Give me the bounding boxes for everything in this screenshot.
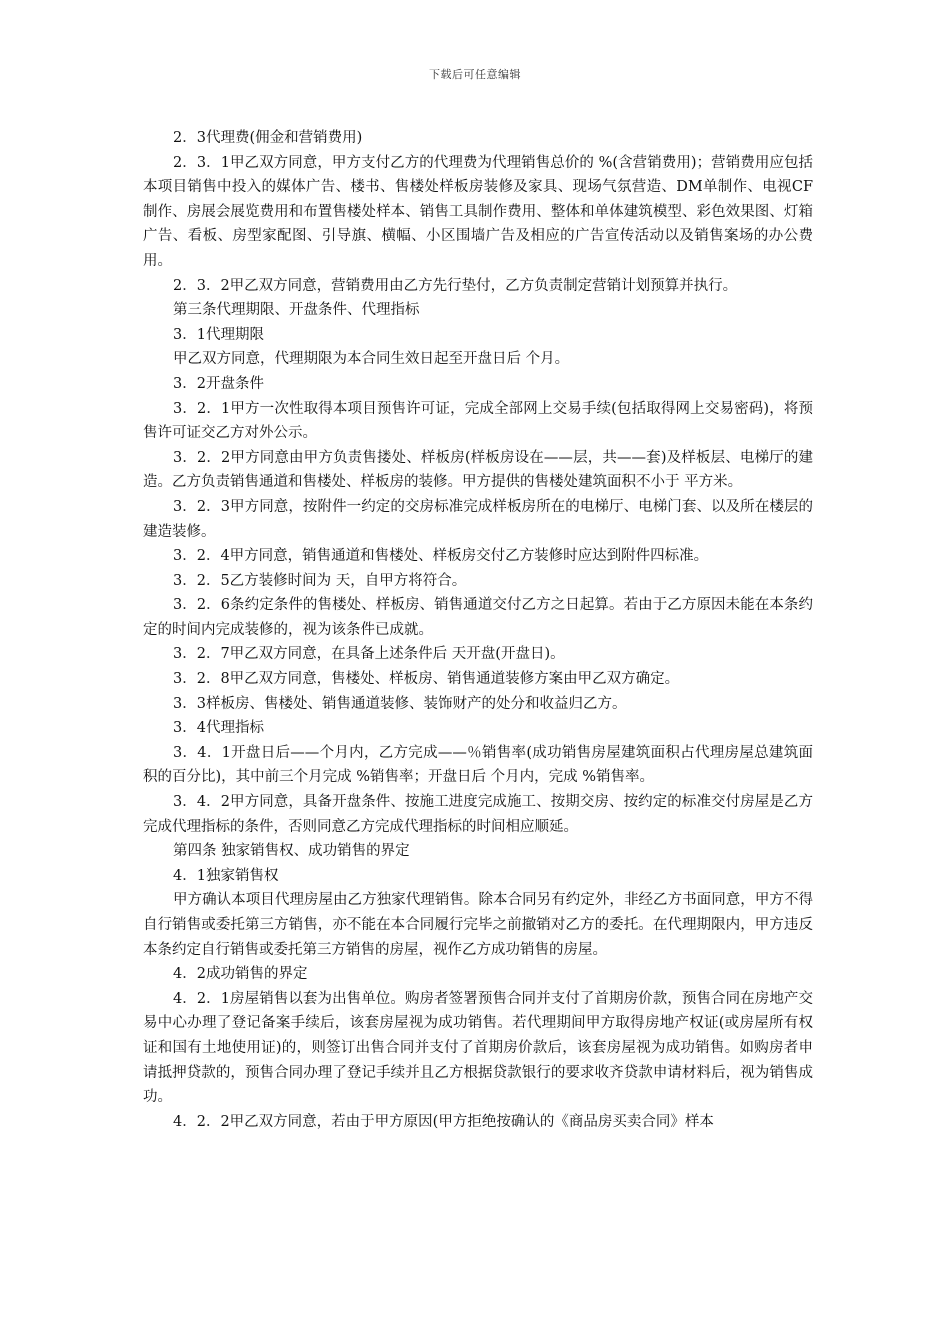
subsection-heading: 3．4代理指标 — [173, 720, 264, 737]
document-body — [143, 126, 813, 1134]
paragraph: 3．2．2甲方同意由甲方负责售搂处、样板房(样板房设在——层，共——套)及样板层、电梯厅的建造。乙方负责销售通道和售楼处、样板房的装修。甲方提供的售楼处建筑面积不小于 平方米。 — [143, 449, 813, 491]
section-heading: 第四条 独家销售权、成功销售的界定 — [173, 843, 410, 860]
subsection-heading: 3．2开盘条件 — [173, 375, 264, 392]
subsection-heading: 4．2成功销售的界定 — [173, 966, 308, 983]
paragraph: 3．2．6条约定条件的售楼处、样板房、销售通道交付乙方之日起算。若由于乙方原因未能在本条约定的时间内完成装修的，视为该条件已成就。 — [143, 597, 813, 638]
paragraph: 3．2．1甲方一次性取得本项目预售许可证，完成全部网上交易手续(包括取得网上交易密码)，将预售许可证交乙方对外公示。 — [143, 400, 813, 442]
paragraph: 3．2．4甲方同意，销售通道和售楼处、样板房交付乙方装修时应达到附件四标准。 — [173, 548, 709, 565]
paragraph: 甲方确认本项目代理房屋由乙方独家代理销售。除本合同另有约定外，非经乙方书面同意，甲方不得自行销售或委托第三方销售，亦不能在本合同履行完毕之前撤销对乙方的委托。在代理期限内，甲方违反本条约定自行销售或委托第三方销售的房屋，视作乙方成功销售的房屋。 — [143, 892, 813, 958]
paragraph: 3．4．1开盘日后——个月内，乙方完成——％销售率(成功销售房屋建筑面积占代理房屋总建筑面积的百分比)，其中前三个月完成 %销售率；开盘日后 个月内，完成 %销售率。 — [143, 744, 813, 786]
section-heading: 第三条代理期限、开盘条件、代理指标 — [173, 302, 420, 319]
paragraph: 3．3样板房、售楼处、销售通道装修、装饰财产的处分和收益归乙方。 — [173, 695, 627, 712]
paragraph: 3．2．7甲乙双方同意，在具备上述条件后 天开盘(开盘日)。 — [173, 646, 565, 663]
paragraph: 4．2．1房屋销售以套为出售单位。购房者签署预售合同并支付了首期房价款，预售合同在房地产交易中心办理了登记备案手续后，该套房屋视为成功销售。若代理期间甲方取得房地产权证(或房屋所有权证和国有土地使用证)的，则签订出售合同并支付了首期房价款后，该套房屋视为成功销售。如购房者申请抵押贷款的，预售合同办理了登记手续并且乙方根据贷款银行的要求收齐贷款申请材料后，视为销售成功。 — [143, 990, 813, 1106]
paragraph: 甲乙双方同意，代理期限为本合同生效日起至开盘日后 个月。 — [173, 351, 570, 368]
paragraph: 4．2．2甲乙双方同意，若由于甲方原因(甲方拒绝按确认的《商品房买卖合同》样本 — [173, 1113, 714, 1130]
paragraph: 3．2．5乙方装修时间为 天，自甲方将符合。 — [173, 572, 467, 589]
paragraph: 3．4．2甲方同意，具备开盘条件、按施工进度完成施工、按期交房、按约定的标准交付房屋是乙方完成代理指标的条件，否则同意乙方完成代理指标的时间相应顺延。 — [143, 794, 813, 835]
paragraph: 3．2．3甲方同意，按附件一约定的交房标准完成样板房所在的电梯厅、电梯门套、以及所在楼层的建造装修。 — [143, 498, 813, 540]
page-header: 下载后可任意编辑 — [429, 68, 521, 81]
subsection-heading: 4．1独家销售权 — [173, 867, 279, 884]
subsection-heading: 3．1代理期限 — [173, 326, 264, 343]
paragraph: 3．2．8甲乙双方同意，售楼处、样板房、销售通道装修方案由甲乙双方确定。 — [173, 671, 680, 688]
paragraph: 2．3．2甲乙双方同意，营销费用由乙方先行垫付，乙方负责制定营销计划预算并执行。 — [173, 277, 738, 294]
paragraph: 2．3．1甲乙双方同意，甲方支付乙方的代理费为代理销售总价的 %(含营销费用)；营销费用应包括本项目销售中投入的媒体广告、楼书、售楼处样板房装修及家具、现场气氛营造、DM单制作、电视CF制作、房展会展览费用和布置售楼处样本、销售工具制作费用、整体和单体建筑模型、彩色效果图、灯箱广告、看板、房型家配图、引导旗、横幅、小区围墙广告及相应的广告宣传活动以及销售案场的办公费用。 — [143, 154, 813, 269]
paragraph: 2．3代理费(佣金和营销费用) — [173, 130, 363, 146]
